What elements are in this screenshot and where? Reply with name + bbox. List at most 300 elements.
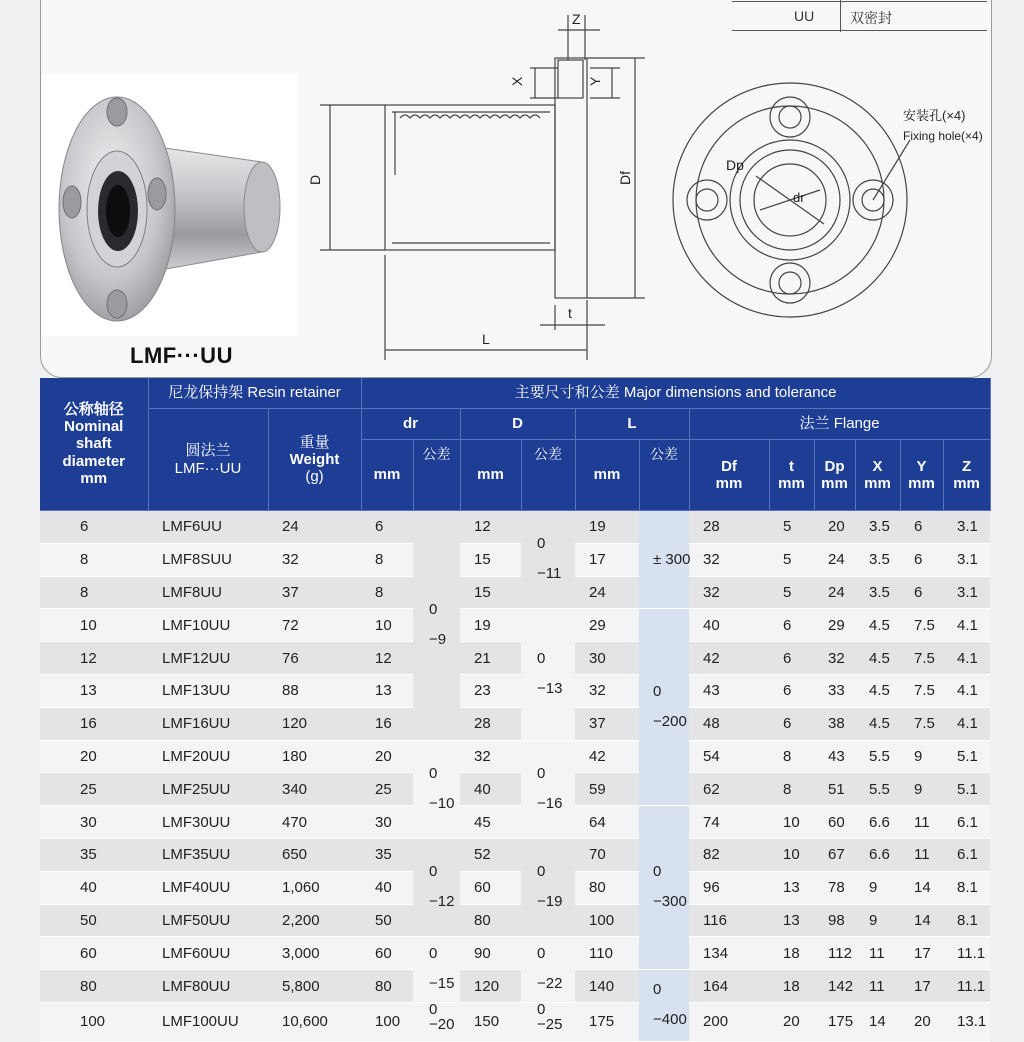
- side-view-drawing: [300, 0, 700, 370]
- t-cell: 6: [769, 707, 814, 740]
- Y-cell: 17: [900, 937, 943, 970]
- L-cell: 19: [575, 511, 639, 544]
- X-cell: 9: [855, 904, 900, 937]
- D-cell: 40: [460, 773, 521, 806]
- L-cell: 140: [575, 970, 639, 1003]
- weight-cell: 10,600: [268, 1002, 361, 1041]
- dr-cell: 60: [361, 937, 413, 970]
- D-cell: 52: [460, 838, 521, 871]
- shaft-diameter-cell: 30: [40, 806, 148, 839]
- model-cell: LMF25UU: [148, 773, 268, 806]
- model-cell: LMF60UU: [148, 937, 268, 970]
- weight-cell: 470: [268, 806, 361, 839]
- Z-header-label: Z: [961, 457, 972, 475]
- Df-cell: 200: [689, 1002, 769, 1041]
- dim-label-Y: Y: [587, 76, 603, 86]
- dim-label-X: X: [509, 76, 525, 86]
- Y-cell: 17: [900, 970, 943, 1003]
- Z-cell: 4.1: [943, 674, 990, 707]
- D-tolerance-cell: [521, 740, 575, 838]
- shaft-diameter-cell: 25: [40, 773, 148, 806]
- X-cell: 4.5: [855, 707, 900, 740]
- tolerance-lower: −20: [429, 1015, 455, 1033]
- t-cell: 5: [769, 576, 814, 609]
- L-tolerance-cell: [639, 609, 689, 806]
- D-cell: 150: [460, 1002, 521, 1041]
- L-cell: 175: [575, 1002, 639, 1041]
- legend-row: [732, 1, 987, 24]
- fixing-hole: [770, 263, 810, 303]
- L-cell: 70: [575, 838, 639, 871]
- Dp-header: [814, 440, 855, 511]
- Dp-cell: 51: [814, 773, 855, 806]
- tolerance-values: [537, 759, 562, 819]
- dr-tolerance-cell: [413, 511, 460, 741]
- Z-cell: 11.1: [943, 970, 990, 1003]
- table-row: [40, 740, 990, 773]
- tolerance-upper: 0: [429, 600, 438, 618]
- legend-desc: 双密封: [850, 10, 892, 26]
- D-cell: 15: [460, 543, 521, 576]
- dr-cell: 40: [361, 871, 413, 904]
- D-cell: 28: [460, 707, 521, 740]
- weight-cell: 2,200: [268, 904, 361, 937]
- shaft-diameter-cell: 80: [40, 970, 148, 1003]
- X-cell: 3.5: [855, 511, 900, 544]
- t-cell: 6: [769, 674, 814, 707]
- tolerance-lower: −13: [537, 679, 563, 697]
- Z-header-unit: mm: [953, 475, 980, 492]
- Z-cell: 3.1: [943, 576, 990, 609]
- dr-tolerance-header: 公差: [413, 440, 460, 511]
- model-cell: LMF100UU: [148, 1002, 268, 1041]
- D-cell: 32: [460, 740, 521, 773]
- Y-header: [900, 440, 943, 511]
- Dp-cell: 175: [814, 1002, 855, 1041]
- tolerance-values: [653, 857, 687, 917]
- L-cell: 64: [575, 806, 639, 839]
- dr-cell: 8: [361, 543, 413, 576]
- dr-cell: 8: [361, 576, 413, 609]
- dim-label-dr: dr: [793, 190, 805, 205]
- t-cell: 5: [769, 511, 814, 544]
- model-cell: LMF8SUU: [148, 543, 268, 576]
- X-cell: 3.5: [855, 576, 900, 609]
- Z-cell: 11.1: [943, 937, 990, 970]
- Y-cell: 7.5: [900, 674, 943, 707]
- Df-cell: 164: [689, 970, 769, 1003]
- shaft-diameter-cell: 13: [40, 674, 148, 707]
- X-header: [855, 440, 900, 511]
- dr-cell: 30: [361, 806, 413, 839]
- tolerance-values: [653, 677, 687, 737]
- major-dimensions-header: 主要尺寸和公差 Major dimensions and tolerance: [361, 378, 990, 409]
- Z-header: [943, 440, 990, 511]
- X-cell: 9: [855, 871, 900, 904]
- D-tolerance-cell: [521, 609, 575, 740]
- weight-cell: 1,060: [268, 871, 361, 904]
- Z-cell: 4.1: [943, 642, 990, 675]
- Y-cell: 11: [900, 838, 943, 871]
- tolerance-lower: −15: [429, 975, 455, 993]
- weight-cell: 76: [268, 642, 361, 675]
- shaft-diameter-cell: 16: [40, 707, 148, 740]
- product-caption: LMF···UU: [130, 343, 233, 368]
- tolerance-values: [429, 1000, 455, 1033]
- shaft-diameter-cell: 100: [40, 1002, 148, 1041]
- t-header-label: t: [789, 457, 795, 475]
- D-tolerance-cell: [521, 838, 575, 936]
- Dp-cell: 142: [814, 970, 855, 1003]
- weight-cell: 24: [268, 511, 361, 544]
- t-cell: 18: [769, 937, 814, 970]
- product-photo: [42, 74, 298, 336]
- fixing-hole-label-cn: 安装孔(×4): [903, 108, 966, 123]
- shaft-diameter-cell: 60: [40, 937, 148, 970]
- weight-cell: 340: [268, 773, 361, 806]
- shaft-diameter-cell: 8: [40, 576, 148, 609]
- model-header: [148, 409, 268, 511]
- weight-cell: 72: [268, 609, 361, 642]
- model-cell: LMF30UU: [148, 806, 268, 839]
- Df-cell: 116: [689, 904, 769, 937]
- weight-cell: 88: [268, 674, 361, 707]
- L-cell: 80: [575, 871, 639, 904]
- weight-header: [268, 409, 361, 511]
- dr-cell: 35: [361, 838, 413, 871]
- t-cell: 6: [769, 609, 814, 642]
- model-cell: LMF20UU: [148, 740, 268, 773]
- retainer-header: 尼龙保持架 Resin retainer: [148, 378, 361, 409]
- weight-header-en: Weight: [289, 450, 340, 468]
- D-tolerance-cell: [521, 511, 575, 609]
- shaft-diameter-cell: 12: [40, 642, 148, 675]
- Y-cell: 6: [900, 511, 943, 544]
- Z-cell: 6.1: [943, 838, 990, 871]
- Df-header-unit: mm: [715, 475, 743, 492]
- shaft-diameter-cell: 10: [40, 609, 148, 642]
- Df-header-label: Df: [721, 457, 737, 475]
- flange-header: 法兰 Flange: [689, 409, 990, 440]
- nominal-header-en: Nominal shaft diameter: [62, 418, 126, 470]
- L-cell: 42: [575, 740, 639, 773]
- weight-cell: 3,000: [268, 937, 361, 970]
- drawing-section: [0, 0, 1024, 380]
- Dp-header-label: Dp: [824, 457, 845, 475]
- L-cell: 110: [575, 937, 639, 970]
- weight-header-cn: 重量: [299, 433, 330, 451]
- table-row: [40, 937, 990, 970]
- tolerance-values: [429, 857, 454, 917]
- bearing-photo-illustration: [42, 74, 298, 336]
- tolerance-upper: 0: [537, 863, 546, 881]
- Z-cell: 4.1: [943, 609, 990, 642]
- tolerance-upper: 0: [429, 945, 438, 963]
- table-row: [40, 773, 990, 806]
- L-cell: 59: [575, 773, 639, 806]
- X-header-label: X: [872, 457, 883, 475]
- tolerance-range: ± 300: [653, 550, 691, 568]
- table-row: [40, 1002, 990, 1041]
- Df-cell: 43: [689, 674, 769, 707]
- L-header: L: [575, 409, 689, 440]
- D-tolerance-header: 公差: [521, 440, 575, 511]
- model-cell: LMF6UU: [148, 511, 268, 544]
- tolerance-lower: −400: [653, 1011, 687, 1029]
- tolerance-upper: 0: [537, 535, 546, 553]
- tolerance-values: [429, 595, 446, 655]
- L-unit-header: mm: [575, 440, 639, 511]
- dr-cell: 80: [361, 970, 413, 1003]
- L-tolerance-cell: [639, 970, 689, 1042]
- table-row: [40, 511, 990, 544]
- dim-label-L: L: [482, 331, 490, 347]
- nominal-header-cn: 公称轴径: [63, 400, 124, 418]
- Z-cell: 8.1: [943, 871, 990, 904]
- tolerance-lower: −12: [429, 893, 455, 911]
- shaft-diameter-cell: 20: [40, 740, 148, 773]
- D-cell: 23: [460, 674, 521, 707]
- shaft-diameter-cell: 35: [40, 838, 148, 871]
- dim-label-Z: Z: [572, 11, 581, 27]
- nominal-shaft-header: [40, 378, 148, 511]
- dim-label-Df: Df: [617, 171, 633, 185]
- shaft-diameter-cell: 6: [40, 511, 148, 544]
- L-cell: 37: [575, 707, 639, 740]
- model-header-en: LMF···UU: [174, 459, 242, 477]
- model-header-cn: 圆法兰: [185, 442, 231, 460]
- Y-header-label: Y: [916, 457, 927, 475]
- X-cell: 4.5: [855, 674, 900, 707]
- tolerance-upper: 0: [653, 981, 662, 999]
- D-cell: 120: [460, 970, 521, 1003]
- t-cell: 6: [769, 642, 814, 675]
- tolerance-values: [429, 939, 454, 999]
- tolerance-lower: −300: [653, 893, 687, 911]
- tolerance-values: [537, 529, 561, 589]
- bearing-body-outline: [385, 105, 555, 250]
- L-tolerance-cell: [639, 806, 689, 970]
- L-cell: 17: [575, 543, 639, 576]
- X-cell: 11: [855, 970, 900, 1003]
- dim-label-Dp: Dp: [726, 157, 744, 173]
- X-cell: 3.5: [855, 543, 900, 576]
- fixing-hole: [687, 180, 727, 220]
- tolerance-lower: −200: [653, 712, 687, 730]
- Df-cell: 40: [689, 609, 769, 642]
- weight-cell: 5,800: [268, 970, 361, 1003]
- tolerance-values: [653, 975, 687, 1035]
- t-cell: 10: [769, 806, 814, 839]
- L-tolerance-cell: [639, 511, 689, 609]
- tolerance-values: [537, 1000, 563, 1033]
- shaft-diameter-cell: 8: [40, 543, 148, 576]
- D-tolerance-cell: [521, 1002, 575, 1041]
- fixing-hole: [770, 97, 810, 137]
- t-cell: 5: [769, 543, 814, 576]
- Y-header-unit: mm: [908, 475, 935, 492]
- dr-header: dr: [361, 409, 460, 440]
- Df-cell: 32: [689, 543, 769, 576]
- X-cell: 5.5: [855, 773, 900, 806]
- table-row: [40, 543, 990, 576]
- tolerance-upper: 0: [537, 764, 546, 782]
- Dp-cell: 43: [814, 740, 855, 773]
- tolerance-upper: 0: [429, 863, 438, 881]
- t-header: [769, 440, 814, 511]
- shaft-diameter-cell: 50: [40, 904, 148, 937]
- dr-cell: 20: [361, 740, 413, 773]
- D-cell: 19: [460, 609, 521, 642]
- X-cell: 14: [855, 1002, 900, 1041]
- flange-outline: [555, 58, 587, 298]
- X-cell: 11: [855, 937, 900, 970]
- tolerance-lower: −10: [429, 794, 455, 812]
- model-cell: LMF16UU: [148, 707, 268, 740]
- fixing-hole-label-en: Fixing hole(×4): [903, 129, 983, 143]
- L-cell: 29: [575, 609, 639, 642]
- D-cell: 90: [460, 937, 521, 970]
- dr-cell: 6: [361, 511, 413, 544]
- Df-cell: 54: [689, 740, 769, 773]
- legend-bottom-rule: [732, 30, 987, 32]
- Z-cell: 4.1: [943, 707, 990, 740]
- Y-cell: 6: [900, 543, 943, 576]
- X-cell: 6.6: [855, 838, 900, 871]
- tolerance-upper: 0: [429, 1000, 438, 1018]
- t-cell: 18: [769, 970, 814, 1003]
- Z-cell: 6.1: [943, 806, 990, 839]
- tolerance-lower: −9: [429, 630, 447, 648]
- dr-cell: 13: [361, 674, 413, 707]
- tolerance-upper: 0: [653, 863, 662, 881]
- tolerance-values: [537, 857, 562, 917]
- table-row: [40, 970, 990, 1003]
- Dp-cell: 24: [814, 576, 855, 609]
- model-cell: LMF50UU: [148, 904, 268, 937]
- weight-cell: 32: [268, 543, 361, 576]
- Df-cell: 48: [689, 707, 769, 740]
- t-cell: 20: [769, 1002, 814, 1041]
- t-header-unit: mm: [778, 475, 805, 492]
- model-cell: LMF13UU: [148, 674, 268, 707]
- weight-header-unit: (g): [305, 468, 324, 486]
- Df-cell: 32: [689, 576, 769, 609]
- Df-cell: 62: [689, 773, 769, 806]
- tolerance-values: [429, 759, 454, 819]
- L-tolerance-header: 公差: [639, 440, 689, 511]
- table-row: [40, 871, 990, 904]
- Y-cell: 6: [900, 576, 943, 609]
- Dp-cell: 98: [814, 904, 855, 937]
- tolerance-upper: 0: [537, 1000, 546, 1018]
- Dp-cell: 24: [814, 543, 855, 576]
- Dp-cell: 20: [814, 511, 855, 544]
- dr-tolerance-cell: [413, 937, 460, 1003]
- X-header-unit: mm: [864, 475, 891, 492]
- Z-cell: 5.1: [943, 773, 990, 806]
- Z-cell: 3.1: [943, 543, 990, 576]
- specification-table: [40, 378, 991, 1042]
- weight-cell: 37: [268, 576, 361, 609]
- Y-cell: 11: [900, 806, 943, 839]
- Dp-header-unit: mm: [821, 475, 848, 492]
- model-cell: LMF35UU: [148, 838, 268, 871]
- L-cell: 32: [575, 674, 639, 707]
- Z-cell: 5.1: [943, 740, 990, 773]
- dr-tolerance-cell: [413, 1002, 460, 1041]
- Y-cell: 14: [900, 871, 943, 904]
- Y-cell: 7.5: [900, 707, 943, 740]
- table-row: [40, 609, 990, 642]
- front-view-drawing: [660, 60, 1000, 360]
- Y-cell: 9: [900, 773, 943, 806]
- D-cell: 80: [460, 904, 521, 937]
- Y-cell: 7.5: [900, 609, 943, 642]
- D-cell: 21: [460, 642, 521, 675]
- dr-cell: 10: [361, 609, 413, 642]
- Y-cell: 9: [900, 740, 943, 773]
- Z-cell: 8.1: [943, 904, 990, 937]
- table-row: [40, 576, 990, 609]
- D-cell: 15: [460, 576, 521, 609]
- tolerance-lower: −25: [537, 1015, 563, 1033]
- weight-cell: 120: [268, 707, 361, 740]
- model-cell: LMF40UU: [148, 871, 268, 904]
- Df-cell: 74: [689, 806, 769, 839]
- Dp-cell: 33: [814, 674, 855, 707]
- L-cell: 24: [575, 576, 639, 609]
- dr-tolerance-cell: [413, 740, 460, 838]
- D-unit-header: mm: [460, 440, 521, 511]
- tolerance-upper: 0: [653, 682, 662, 700]
- dr-cell: 50: [361, 904, 413, 937]
- tolerance-values: [653, 545, 690, 575]
- legend-code: UU: [794, 8, 815, 24]
- model-cell: LMF80UU: [148, 970, 268, 1003]
- tolerance-lower: −22: [537, 975, 563, 993]
- D-cell: 60: [460, 871, 521, 904]
- D-tolerance-cell: [521, 937, 575, 1003]
- X-cell: 4.5: [855, 609, 900, 642]
- shaft-diameter-cell: 40: [40, 871, 148, 904]
- tolerance-upper: 0: [537, 945, 546, 963]
- table-row: [40, 838, 990, 871]
- table-row: [40, 674, 990, 707]
- Df-cell: 42: [689, 642, 769, 675]
- D-header: D: [460, 409, 575, 440]
- model-cell: LMF10UU: [148, 609, 268, 642]
- tolerance-lower: −16: [537, 794, 563, 812]
- dr-tolerance-cell: [413, 838, 460, 936]
- nominal-header-unit: mm: [80, 469, 108, 487]
- t-cell: 8: [769, 740, 814, 773]
- table-row: [40, 707, 990, 740]
- Dp-cell: 67: [814, 838, 855, 871]
- weight-cell: 180: [268, 740, 361, 773]
- Df-cell: 82: [689, 838, 769, 871]
- X-cell: 4.5: [855, 642, 900, 675]
- dr-unit-header: mm: [361, 440, 413, 511]
- Y-cell: 20: [900, 1002, 943, 1041]
- dr-cell: 16: [361, 707, 413, 740]
- Dp-cell: 78: [814, 871, 855, 904]
- Dp-cell: 32: [814, 642, 855, 675]
- model-cell: LMF8UU: [148, 576, 268, 609]
- t-cell: 13: [769, 871, 814, 904]
- t-cell: 13: [769, 904, 814, 937]
- t-cell: 8: [769, 773, 814, 806]
